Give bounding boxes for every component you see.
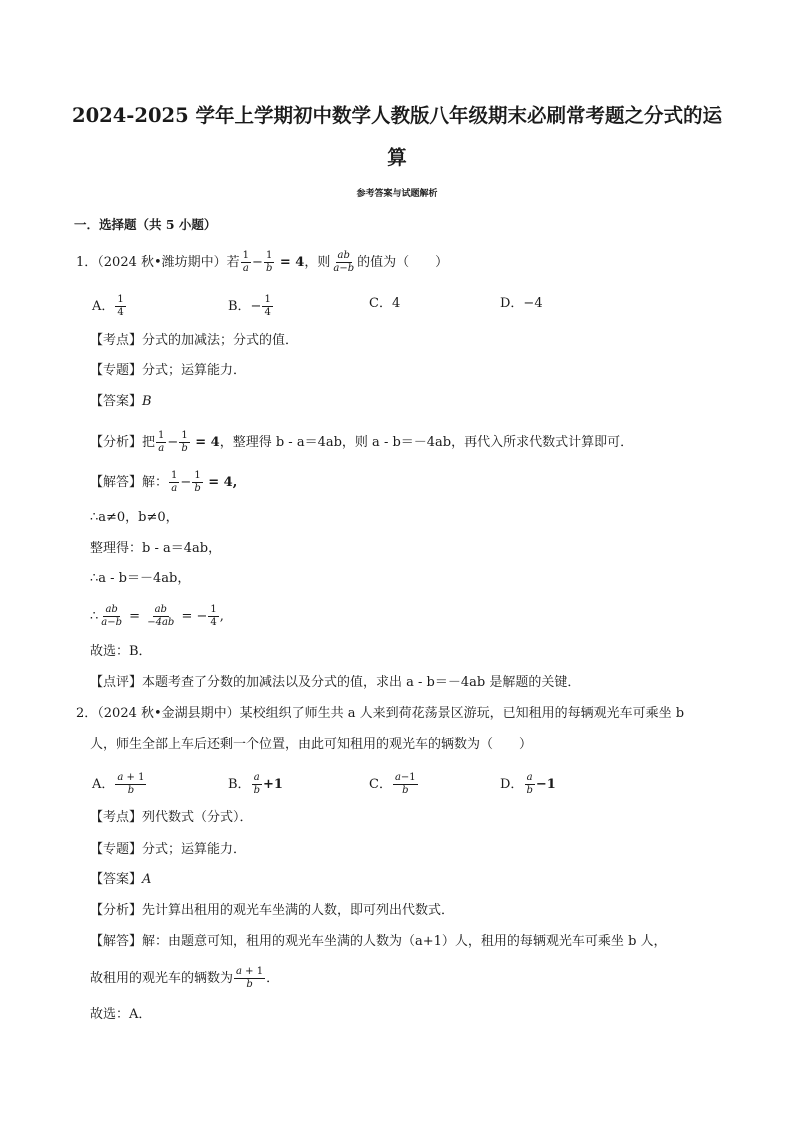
q1-step-4: ∴ $\frac{ab}{a-b}$ = $\frac{ab}{-4ab}$ = − $\frac{1}{4}$ , — [90, 604, 224, 628]
q1-zhuanti: 【专题】分式；运算能力． — [90, 363, 247, 378]
document-title-line-1: 2024-2025 学年上学期初中数学人教版八年级期末必刷常考题之分式的运 — [72, 104, 722, 127]
q2-stem-line-1: 2．（2024 秋•金湖县期中）某校组织了师生共 a 人来到荷花荡景区游玩，已知租用的每辆观光车可乘坐 b — [76, 706, 685, 721]
q2-option-a: A． $\frac{a + 1}{b}$ — [92, 772, 145, 796]
document-title-line-2: 算 — [387, 146, 407, 169]
q2-option-c: C． $\frac{a-1}{b}$ — [369, 772, 416, 796]
q2-kaodian: 【考点】列代数式（分式）． — [90, 810, 253, 825]
q1-stem: 1．（2024 秋•潍坊期中）若 $\frac{1}{a}$ − $\frac{1}{b}$ = 4，则 $\frac{ab}{a-b}$ 的值为（ ） — [76, 250, 449, 274]
q1-stem-mid: ，则 — [304, 255, 331, 270]
q1-step-2: 整理得：b - a＝4ab， — [90, 541, 222, 556]
document-subtitle: 参考答案与试题解析 — [356, 189, 438, 199]
q2-fenxi: 【分析】先计算出租用的观光车坐满的人数，即可列出代数式． — [90, 903, 455, 918]
q2-stem-line-2: 人，师生全部上车后还剩一个位置，由此可知租用的观光车的辆数为（ ） — [90, 737, 533, 752]
q1-option-a: A． $\frac{1}{4}$ — [92, 294, 124, 318]
q1-answer: 【答案】B — [90, 394, 152, 409]
q1-frac-1-over-b: $\frac{1}{b}$ — [265, 250, 273, 274]
q2-zhuanti: 【专题】分式；运算能力． — [90, 842, 247, 857]
q1-frac-1-over-a: $\frac{1}{a}$ — [242, 250, 250, 274]
q1-step-1: ∴a≠0，b≠0， — [90, 510, 179, 525]
section-heading: 一．选择题（共 5 小题） — [74, 217, 217, 232]
q1-kaodian: 【考点】分式的加减法；分式的值． — [90, 333, 299, 348]
q2-option-b: B． $\frac{a}{b}$ +1 — [228, 772, 283, 796]
q2-option-d: D． $\frac{a}{b}$ −1 — [500, 772, 556, 796]
q1-option-b: B．− $\frac{1}{4}$ — [228, 294, 271, 318]
q2-jieda-line-2: 故租用的观光车的辆数为 $\frac{a + 1}{b}$ ． — [90, 966, 280, 990]
q1-option-d: D．−4 — [500, 296, 543, 311]
q1-dianping: 【点评】本题考查了分数的加减法以及分式的值，求出 a - b＝－4ab 是解题的关键． — [90, 675, 581, 690]
q1-fenxi: 【分析】把 $\frac{1}{a}$ − $\frac{1}{b}$ = 4，整理得 b - a＝4ab，则 a - b＝－4ab，再代入所求代数式计算即可． — [90, 430, 634, 454]
q1-frac-ab-over-a-minus-b: $\frac{ab}{a-b}$ — [333, 250, 355, 274]
q2-jieda: 【解答】解：由题意可知，租用的观光车坐满的人数为（a+1）人，租用的每辆观光车可乘坐 b 人， — [90, 934, 667, 949]
q2-select: 故选：A． — [90, 1007, 152, 1022]
q1-step-3: ∴a - b＝－4ab， — [90, 571, 191, 586]
q2-answer: 【答案】A — [90, 872, 152, 887]
q1-option-c: C．4 — [369, 296, 401, 311]
q1-select: 故选：B． — [90, 644, 152, 659]
q1-stem-suffix: 的值为（ ） — [357, 255, 449, 270]
q1-jieda: 【解答】解： $\frac{1}{a}$ − $\frac{1}{b}$ = 4, — [90, 470, 238, 494]
q1-stem-prefix: 1．（2024 秋•潍坊期中）若 — [76, 255, 240, 270]
